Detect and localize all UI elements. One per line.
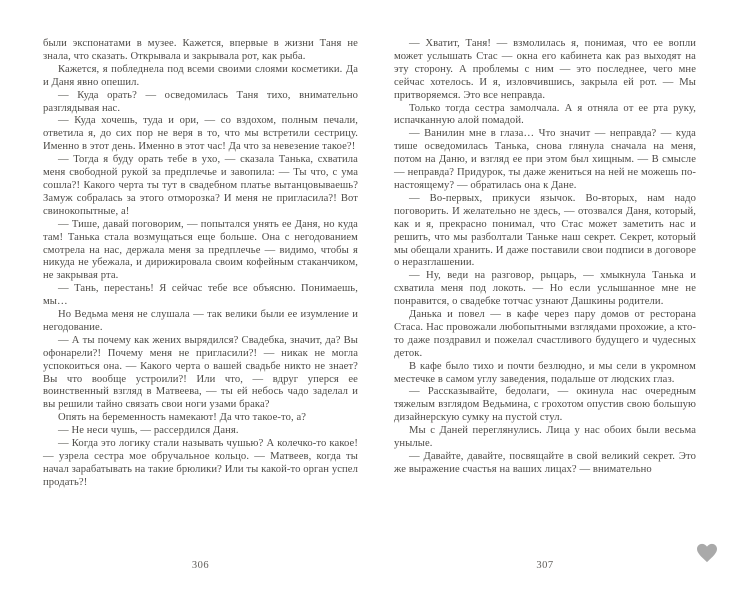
book-paragraph: Опять на беременность намекают! Да что такое-то, а? bbox=[58, 412, 307, 424]
page-right bbox=[394, 38, 696, 590]
heart-icon bbox=[696, 543, 718, 563]
book-paragraph: — Тань, перестань! Я сейчас тебе все объясню. Понимаешь, мы… bbox=[43, 283, 358, 308]
book-paragraph: — Тогда я буду орать тебе в ухо, — сказала Танька, схватила меня свободной рукой за предплечье и завопила: — Ты что, с ума сошла?! Какого черта ты тут в свадебном платье вытанцовываешь? Замуж собралась за этого отморозка? И меня не пригласила?! Вот свинокопытные, а! bbox=[43, 154, 358, 217]
book-paragraph: Мы с Даней переглянулись. Лица у нас обоих были весьма унылые. bbox=[394, 425, 696, 450]
favorite-heart-button[interactable] bbox=[696, 543, 718, 563]
page-left bbox=[43, 38, 358, 590]
book-paragraph: — Хватит, Таня! — взмолилась я, понимая, что ее вопли может услышать Стас — окна его кабинета как раз выходят на эту сторону. А проблемы с ним — это последнее, чего мне сейчас хотелось. И я, изловчившись, закрыла ей рот. — Мы притворяемся. Это все неправда. bbox=[394, 38, 696, 101]
book-paragraph: — Не неси чушь, — рассердился Даня. bbox=[58, 425, 239, 437]
page-number-right: 307 bbox=[536, 560, 554, 571]
page-right-text bbox=[394, 38, 696, 477]
page-left-text bbox=[43, 38, 358, 490]
book-paragraph: — Рассказывайте, бедолаги, — окинула нас очередным тяжелым взглядом Ведьмина, с грохотом опустив свою большую дизайнерскую сумку на пустой стул. bbox=[394, 386, 696, 424]
book-paragraph: — А ты почему как жених вырядился? Свадебка, значит, да? Вы офонарели?! Почему меня не пригласили?! — никак не могла успокоиться она. — Какого черта о вашей свадьбе никто не знает? Вы что вообще устроили?! Или что, — вдруг уперся ее воинственный взгляд в Матвеева, — ты ей небось чадо заделал и вы решили тайно связать свои ноги узами брака? bbox=[43, 334, 358, 411]
book-paragraph: — Давайте, давайте, посвящайте в свой великий секрет. Это же выражение счастья на ваших лицах? — внимательно bbox=[394, 451, 696, 475]
book-paragraph: Кажется, я побледнела под всеми своими слоями косметики. Да и Даня явно опешил. bbox=[43, 63, 358, 88]
book-paragraph: — Во-первых, прикуси язычок. Во-вторых, нам надо поговорить. И желательно не здесь, — отозвался Даня, который, как и я, прекрасно понимал, что Стас может заметить нас и решить, что мы разболтали Таньке наш секрет. Секрет, который мы обещали хранить. И даже поставили свои подписи в договоре о неразглашении. bbox=[394, 192, 696, 269]
book-paragraph: — Ну, веди на разговор, рыцарь, — хмыкнула Танька и схватила меня под локоть. — Но если услышанное мне не понравится, о свадебке тотчас узнают Дашкины родители. bbox=[394, 270, 696, 308]
book-paragraph: — Когда это логику стали называть чушью? А колечко-то какое! — узрела сестра мое обручальное кольцо. — Матвеев, когда ты начал зарабатывать на такие брюлики? Или ты какой-то орган успел продать?! bbox=[43, 438, 358, 488]
book-paragraph: — Куда хочешь, туда и ори, — со вздохом, полным печали, ответила я, до сих пор не веря в то, что мы встретили сестрицу. Именно в этот день. Именно в этот час! Да что за невезение такое?! bbox=[43, 115, 358, 153]
book-paragraph: Данька и повел — в кафе через пару домов от ресторана Стаса. Нас провожали любопытными взглядами прохожие, а кто-то даже поздравил и пожелал счастливого будущего и чудесных деток. bbox=[394, 309, 696, 359]
book-paragraph: — Ванилин мне в глаза… Что значит — неправда? — куда тише осведомилась Танька, снова глянула сначала на меня, потом на Даню, и взгляд ее при этом был хищным. — В смысле — неправда? Придурок, ты даже жениться на ней не можешь по-настоящему? — обратилась она к Дане. bbox=[394, 128, 696, 191]
book-paragraph: В кафе было тихо и почти безлюдно, и мы сели в укромном местечке в самом углу заведения, подальше от людских глаз. bbox=[394, 360, 696, 385]
book-paragraph: — Куда орать? — осведомилась Таня тихо, внимательно разглядывая нас. bbox=[43, 89, 358, 114]
book-paragraph: Только тогда сестра замолчала. А я отняла от ее рта руку, испачканную алой помадой. bbox=[394, 102, 696, 127]
book-paragraph: были экспонатами в музее. Кажется, впервые в жизни Таня не знала, что сказать. Открывала и закрывала рот, как рыба. bbox=[43, 38, 358, 62]
book-paragraph: — Тише, давай поговорим, — попытался унять ее Даня, но куда там! Танька стала возмущаться еще больше. Она с негодованием смотрела на нас, держала меня за предплечье — видимо, чтобы я никуда не убежала, и дирижировала своим кофейным стаканчиком, не закрывая рта. bbox=[43, 218, 358, 282]
page-number-left: 306 bbox=[191, 560, 210, 571]
book-paragraph: Но Ведьма меня не слушала — так велики были ее изумление и негодование. bbox=[43, 309, 358, 333]
